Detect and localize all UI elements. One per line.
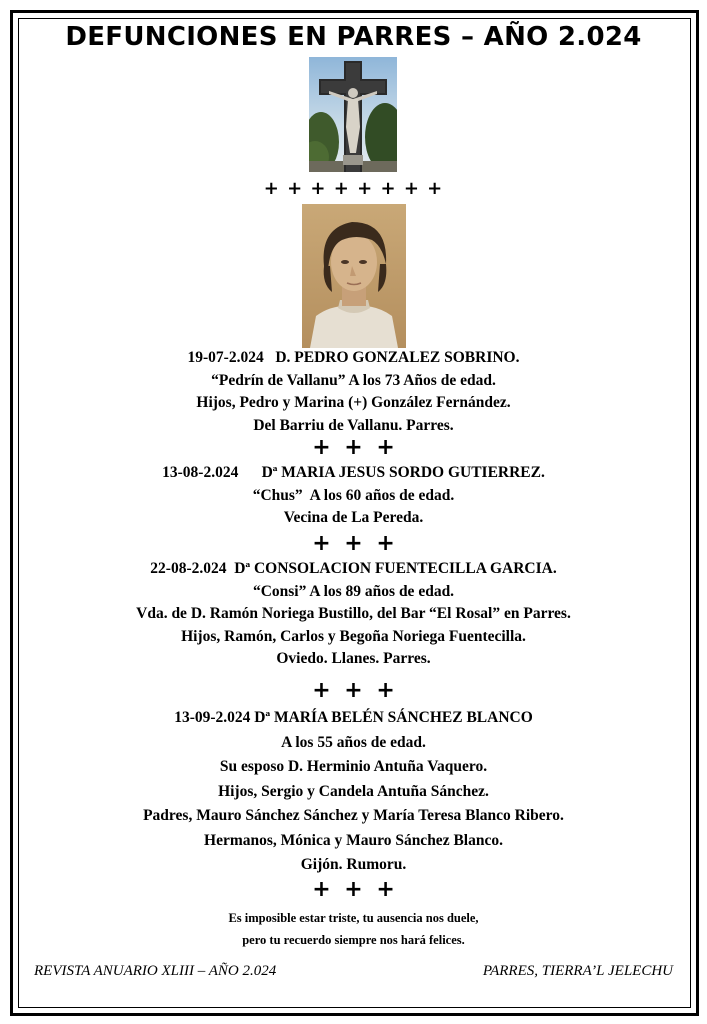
obituary-entry [0, 462, 707, 530]
entry-line: Vda. de D. Ramón Noriega Bustillo, del Bar “El Rosal” en Parres. [136, 605, 571, 622]
epitaph [0, 907, 707, 951]
entry-line: 19-07-2.024 D. PEDRO GONZALEZ SOBRINO. [187, 349, 520, 366]
cross-row-separator: + + + [312, 531, 395, 556]
entry-line: Su esposo D. Herminio Antuña Vaquero. [219, 758, 488, 775]
cross-row-separator: + + + [312, 877, 395, 902]
entry-line: A los 55 años de edad. [281, 733, 426, 751]
entry-line: “Pedrín de Vallanu” A los 73 Años de edad. [211, 371, 496, 389]
epitaph-line: Es imposible estar triste, tu ausencia nos duele, [228, 911, 479, 925]
entry-line: Hijos, Sergio y Candela Antuña Sánchez. [218, 782, 489, 800]
entry-line: 13-08-2.024 Dª MARIA JESUS SORDO GUTIERREZ. [162, 464, 545, 481]
entry-line: Del Barriu de Vallanu. Parres. [253, 416, 454, 434]
entry-line: “Chus” A los 60 años de edad. [252, 486, 455, 504]
portrait-photo [302, 204, 406, 348]
entry-line: Gijón. Rumoru. [300, 856, 407, 873]
entry-line: Padres, Mauro Sánchez Sánchez y María Teresa Blanco Ribero. [143, 807, 564, 824]
entry-line: Vecina de La Pereda. [283, 509, 424, 526]
crucifix-photo [309, 57, 397, 172]
entry-line: “Consi” A los 89 años de edad. [252, 582, 455, 600]
obituary-entry [0, 706, 707, 878]
entry-line: Hermanos, Mónica y Mauro Sánchez Blanco. [204, 831, 503, 849]
footer-publication: REVISTA ANUARIO XLIII – AÑO 2.024 [34, 963, 277, 979]
entry-line: Hijos, Ramón, Carlos y Begoña Noriega Fuentecilla. [181, 627, 526, 645]
epitaph-line: pero tu recuerdo siempre nos hará felices. [242, 933, 465, 947]
entry-line: Oviedo. Llanes. Parres. [276, 650, 431, 667]
cross-row-separator: + + + [312, 678, 395, 703]
cross-row-top: + + + + + + + + [263, 178, 444, 199]
entry-line: 22-08-2.024 Dª CONSOLACION FUENTECILLA GARCIA. [150, 560, 557, 577]
page-title: DEFUNCIONES EN PARRES – AÑO 2.024 [65, 22, 642, 52]
entry-line: Hijos, Pedro y Marina (+) González Fernández. [196, 394, 511, 411]
obituary-entry [0, 347, 707, 437]
obituary-entry [0, 558, 707, 671]
cross-row-separator: + + + [312, 435, 395, 460]
entry-line: 13-09-2.024 Dª MARÍA BELÉN SÁNCHEZ BLANCO [174, 709, 533, 726]
footer-place: PARRES, TIERRA’L JELECHU [482, 963, 673, 979]
